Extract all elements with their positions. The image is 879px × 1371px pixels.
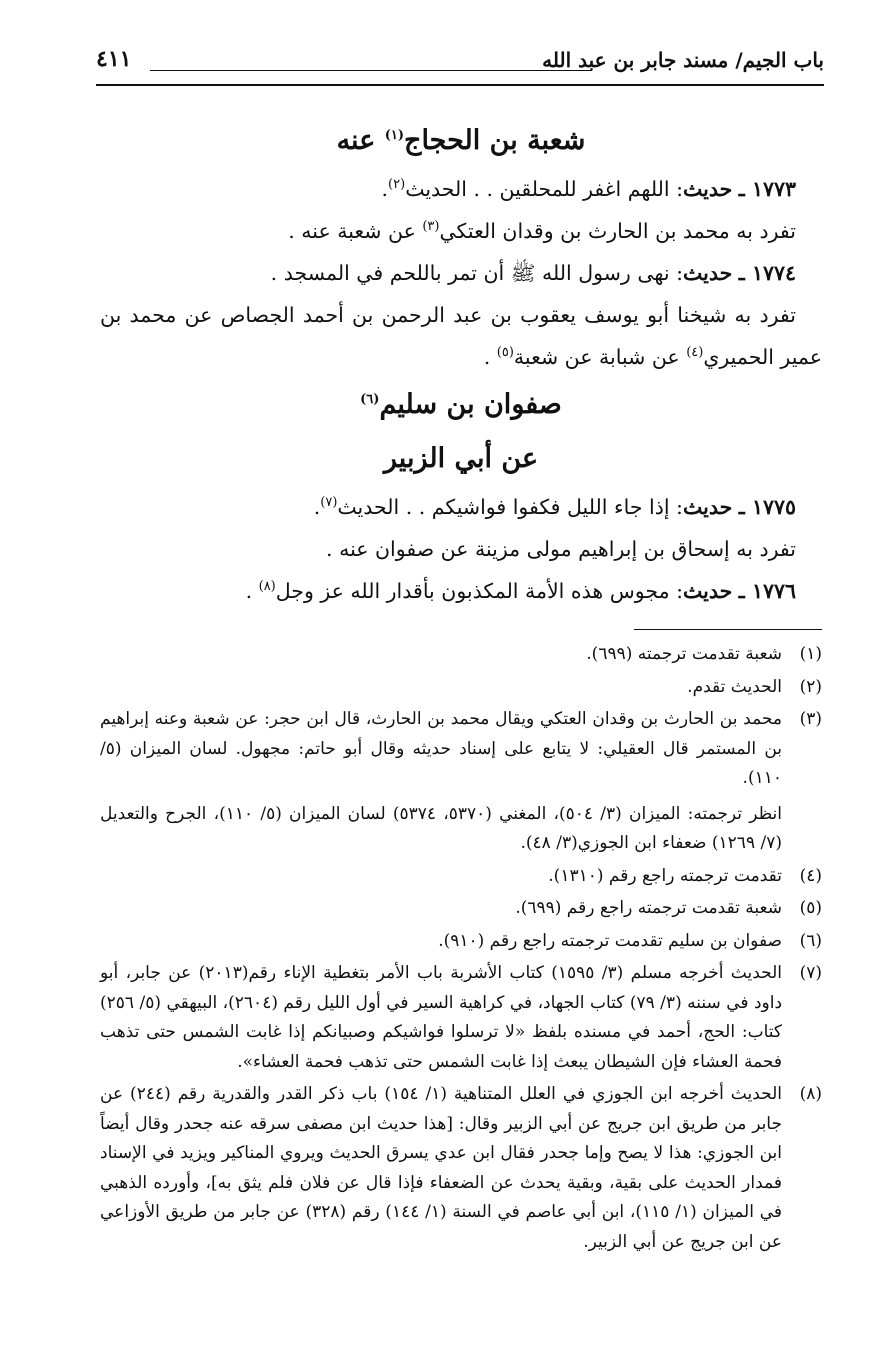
footnote-ref: (٧) [320, 495, 338, 511]
hadith-1774 [100, 252, 822, 294]
header-rule [150, 70, 592, 71]
footnote-text: محمد بن الحارث بن وقدان العتكي ويقال محمد بن الحارث، قال ابن حجر: عن شعبة وعنه إبراهيم بن المستمر قال العقيلي: لا يتابع على إسناد حديثه وقال أبو حاتم: مجهول. لسان الميزان (٥/ ١١٠). [100, 709, 782, 788]
subheading-abi-zubair: عن أبي الزبير [383, 443, 539, 474]
paragraph-end: عن شعبة عنه . [288, 219, 423, 243]
hadith-label: حديث [682, 177, 733, 201]
footnote-3 [100, 705, 822, 859]
footnote-mark: (١) [799, 644, 822, 664]
hadith-1775 [100, 486, 822, 528]
main-text [100, 114, 822, 612]
running-title: باب الجيم/ مسند جابر بن عبد الله [542, 48, 824, 72]
note-paragraph-1775: تفرد به إسحاق بن إبراهيم مولى مزينة عن صفوان عنه . [326, 537, 796, 561]
footnote-text: الحديث أخرجه مسلم (٣/ ١٥٩٥) كتاب الأشربة باب الأمر بتغطية الإناء رقم(٢٠١٣) عن جابر، أبو داود في سننه (٣/ ٧٩) كتاب الجهاد، في كراهية السير في أول الليل رقم (٢٦٠٤)، البيهقي (٥/ ٢٥٦) كتاب: الحج، أحمد في مسنده بلفظ «لا ترسلوا فواشيكم وصبيانكم إذا غابت الشمس حتى تذهب فحمة العشاء فإن الشيطان يبعث إذا غابت الشمس حتى تذهب فحمة العشاء». [100, 963, 783, 1072]
paragraph-mid: عن شبابة عن شعبة [513, 345, 687, 369]
hadith-label: حديث [682, 261, 733, 285]
footnote-ref: (٦) [360, 392, 380, 407]
heading-text: شعبة بن الحجاج [404, 125, 586, 156]
hadith-text: : إذا جاء الليل فكفوا فواشيكم . . الحديث [337, 495, 683, 519]
section-heading-safwan [100, 378, 822, 432]
footnote-text: شعبة تقدمت ترجمته راجع رقم (٦٩٩). [515, 898, 782, 918]
footnote-ref: (٨) [258, 579, 276, 595]
footnote-mark: (٥) [799, 898, 822, 918]
footnote-mark: (٣) [799, 709, 822, 729]
page-number: ٤١١ [96, 46, 132, 72]
hadith-label: حديث [682, 495, 733, 519]
hadith-text: : اللهم اغفر للمحلقين . . الحديث [405, 177, 683, 201]
paragraph-text: تفرد به محمد بن الحارث بن وقدان العتكي [439, 219, 796, 243]
footnote-7 [100, 959, 822, 1077]
footnote-5 [100, 894, 822, 924]
hadith-end: . [313, 495, 321, 519]
running-header [96, 44, 824, 86]
hadith-number: ١٧٧٤ ـ [738, 261, 796, 285]
hadith-1773 [100, 168, 822, 210]
note-paragraph-1774 [100, 294, 822, 378]
footnote-text: الحديث أخرجه ابن الجوزي في العلل المتناهية (١/ ١٥٤) باب ذكر القدر والقدرية رقم (٢٤٤) عن جابر من طريق ابن جريج عن أبي الزبير وقال: [هذا حديث ابن مصفى سرقه عنه جحدر وقال أيضاً ابن الجوزي: هذا لا يصح وإما جحدر فقال ابن عدي يسرق الحديث ويروي المناكير ويزيد في الإسناد فمدار الحديث على بقية، وبقية يحدث عن الضعفاء فإذا قال عن فلان فلم يثق به]، وأورده الذهبي في الميزان (١/ ١١٥)، ابن أبي عاصم في السنة (١/ ١٤٤) رقم (٣٢٨) عن جابر من طريق الأوزاعي عن ابن جريج عن أبي الزبير. [100, 1084, 783, 1252]
footnote-separator [634, 629, 822, 630]
footnote-ref: (٢) [388, 177, 406, 193]
footnote-mark: (٦) [799, 930, 822, 951]
hadith-label: حديث [682, 579, 733, 603]
footnotes [100, 640, 822, 1260]
section-heading-shuba [100, 114, 822, 168]
heading-suffix: عنه [336, 125, 385, 156]
hadith-text: : نهى رسول الله ﷺ أن تمر باللحم في المسجد . [270, 261, 683, 285]
footnote-mark: (٧) [799, 963, 822, 983]
footnote-ref: (١) [384, 128, 405, 143]
footnote-text: صفوان بن سليم تقدمت ترجمته راجع رقم (٩١٠). [438, 930, 782, 951]
footnote-text: الحديث تقدم. [687, 676, 782, 697]
hadith-1776 [100, 570, 822, 612]
footnote-text: شعبة تقدمت ترجمته (٦٩٩). [586, 644, 782, 664]
hadith-end: . [245, 579, 259, 603]
footnote-text-continued: انظر ترجمته: الميزان (٣/ ٥٠٤)، المغني (٥٣٧٠، ٥٣٧٤) لسان الميزان (٥/ ١١٠)، الجرح والتعديل (٧/ ١٢٦٩) ضعفاء ابن الجوزي(٣/ ٤٨). [100, 803, 782, 853]
heading-text: صفوان بن سليم [379, 389, 562, 420]
footnote-mark: (٨) [799, 1084, 822, 1104]
note-paragraph-1773 [100, 210, 822, 252]
hadith-number: ١٧٧٦ ـ [738, 579, 796, 603]
footnote-text: تقدمت ترجمته راجع رقم (١٣١٠). [548, 865, 782, 886]
footnote-8 [100, 1080, 822, 1257]
footnote-6 [100, 927, 822, 957]
footnote-1 [100, 640, 822, 670]
hadith-number: ١٧٧٥ ـ [738, 495, 796, 519]
footnote-ref: (٣) [422, 219, 440, 235]
hadith-number: ١٧٧٣ ـ [738, 177, 796, 201]
footnote-mark: (٤) [799, 865, 822, 886]
hadith-end: . [381, 177, 389, 201]
footnote-4 [100, 862, 822, 892]
paragraph-end: . [483, 345, 497, 369]
footnote-2 [100, 673, 822, 703]
hadith-text: : مجوس هذه الأمة المكذبون بأقدار الله عز وجل [275, 579, 683, 603]
paragraph-text: تفرد به شيخنا أبو يوسف يعقوب بن عبد الرحمن بن أحمد الجصاص عن محمد بن عمير الحميري [100, 303, 822, 369]
footnote-mark: (٢) [799, 676, 822, 697]
footnote-ref: (٤) [686, 345, 704, 361]
footnote-ref: (٥) [496, 345, 514, 361]
